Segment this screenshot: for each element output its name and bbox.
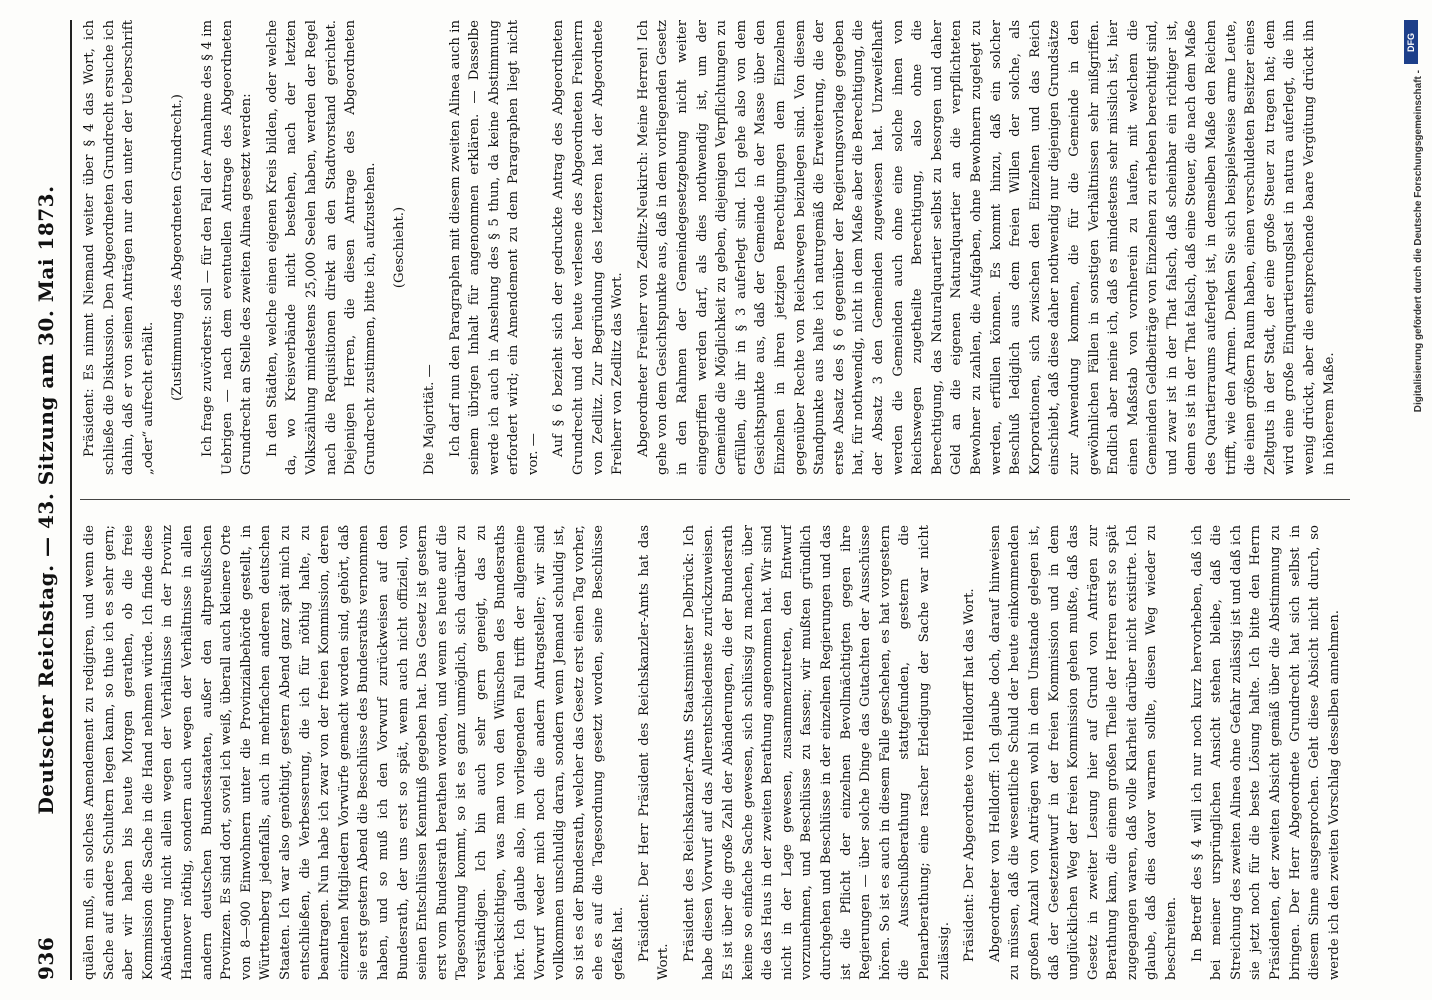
right-paragraph: (Geschieht.) (392, 206, 408, 289)
right-column (80, 20, 1360, 475)
left-paragraph: In Betreff des § 4 will ich nur noch kurz hervorheben, daß ich bei meiner ursprünglichen Ansicht stehen bleibe, daß die Streichung des zweiten Alinea ohne Gefahr zulässig ist und daß ich sie jetzt noch für die beste Lösung halte. Ich bitte den Herrn Präsidenten, der zweiten Absicht gemäß über die Abstimmung zu bringen. Der Herr Abgeordnete Grundrecht hat sich selbst in diesem Sinne ausgesprochen. Geht diese Absicht nicht durch, so werde ich den zweiten Vorschlag desselben annehmen. (1189, 525, 1342, 980)
left-paragraph: Präsident: Der Herr Präsident des Reichskanzler-Amts hat das Wort. (636, 525, 672, 980)
running-head: Deutscher Reichstag. — 43. Sitzung am 30. Mai 1873. (34, 185, 58, 815)
digitization-note: Digitalisierung gefördert durch die Deutsche Forschungsgemeinschaft - (1413, 70, 1424, 413)
page-number: 936 (34, 936, 58, 980)
right-paragraph: Auf § 6 bezieht sich der gedruckte Antrag des Abgeordneten Grundrecht und der heute verlesene des Abgeordneten Freiherrn von Zedlitz. Zur Begründung des letzteren hat der Abgeordnete Freiherr von Zedlitz das Wort. (551, 20, 626, 475)
left-column (80, 525, 1360, 980)
right-paragraph: Ich darf nun den Paragraphen mit diesem zweiten Alinea auch in seinem übrigen Inhalt für angenommen erklären. — Dasselbe werde ich auch in Ansehung des § 5 thun, da keine Abstimmung erfordert wird; ein Amendement zu dem Paragraphen liegt nicht vor. — (447, 20, 541, 475)
dfg-logo-text: DFG (1406, 32, 1416, 52)
right-paragraph: In den Städten, welche einen eigenen Kreis bilden, oder welche da, wo Kreisverbände nicht bestehen, nach der letzten Volkszählung mindestens 25,000 Seelen haben, werden der Regel nach die Requisitionen direkt an den Stadtvorstand gerichtet. Diejenigen Herren, die diesen Antrage des Abgeordneten Grundrecht zustimmen, bitte ich, aufzustehen. (264, 20, 378, 475)
rotated-page (26, 20, 1366, 980)
right-paragraph: (Zustimmung des Abgeordneten Grundrecht.) (170, 94, 186, 401)
right-paragraph: Abgeordneter Freiherr von Zedlitz-Neukirch: Meine Herren! Ich gehe von dem Gesichtspunkte aus, daß in dem vorliegenden Gesetz in den Rahmen der Gemeindegesetzgebung nicht weiter eingegriffen werden darf, als dies nothwendig ist, um der Gemeinde die Möglichkeit zu geben, diejenigen Verpflichtungen zu erfüllen, die ihr in § 3 auferlegt sind. Ich gehe also von dem Gesichtspunkte aus, daß der Gemeinde in der Masse über den Einzelnen in ihren jetzigen Berechtigungen dem Einzelnen gegenüber Rechte von Reichswegen beizulegen sind. Von diesem Standpunkte aus halte ich naturgemäß die Erweiterung, die der erste Absatz des § 6 gegenüber der Regierungsvorlage gegeben hat, für nothwendig, nicht in dem Maße aber die Berechtigung, die der Absatz 3 den Gemeinden zugewiesen hat. Unzweifelhaft werden die Gemeinden auch ohne eine solche ihnen von Reichswegen zugetheilte Berechtigung, also ohne die Berechtigung, das Naturalquartier selbst zu besorgen und daher Geld an die eigenen Naturalquartier an die verpflichteten Bewohner zu zahlen, die Aufgaben, ohne Bewohnern zugelegt zu werden, erfüllen können. Es kommt hinzu, daß ein solcher Beschluß lediglich aus dem freien Willen der solche, als Korporationen, sich zwischen den Einzelnen und das Reich einschiebt, daß diese daher nothwendig nur diejenigen Grundsätze zur Anwendung kommen, die für die Gemeinde in den gewöhnlichen Fällen in sonstigen Verhältnissen sehr mißgriffen. Endlich aber meine ich, daß es mindestens sehr misslich ist, hier einen Maßstab von vornherein zu laufen, mit welchem die Gemeinden Geldbeiträge von Einzelnen zu erheben berechtigt sind, und zwar ist in der That falsch, daß scheinbar ein richtiger ist, denn es ist in der That falsch, daß eine Steuer, die nach dem Maße des Quartierraums auferlegt ist, in demselben Maße den Reichen trifft, wie den Armen. Denken Sie sich beispielsweise arme Leute, die einen größern Raum haben, einen verschuldeten Besitzer eines Zeltguts in der Stadt, der eine große Steuer zu tragen hat; dem wird eine große Einquartierungslast in natura auferlegt, die ihn wenig drückt, aber die entsprechende baare Vergütung drückt ihn in höherem Maße. (635, 20, 1337, 475)
left-paragraph: Präsident: Der Abgeordnete von Helldorff hat das Wort. (962, 588, 978, 962)
header-rule (70, 20, 72, 980)
left-paragraph: quälen muß, ein solches Amendement zu redigiren, und wenn die Sache auf andere Schultern legen kann, so thue ich es sehr gern; aber wir haben bis heute Morgen gerathen, ob die freie Kommission die Sache in die Hand nehmen würde. Ich finde diese Abänderung nicht allein wegen der Verhältnisse in der Provinz Hannover nöthig, sondern auch wegen der Verhältnisse in allen andern deutschen Bundesstaaten, außer den altpreußischen Provinzen. Es sind dort, soviel ich weiß, überall auch kleinere Orte von 8—900 Einwohnern unter die Provinzialbehörde gestellt, in Württemberg jedenfalls, auch in mehrfachen anderen deutschen Staaten. Ich war also genöthigt, gestern Abend ganz spät mich zu entschließen, die Verbesserung, die ich für nöthig halte, zu beantragen. Nun habe ich zwar von der freien Kommission, deren einzelnen Mitgliedern Vorwürfe gemacht worden sind, gehört, daß sie erst gestern Abend die Beschlüsse des Bundesraths vernommen haben, und so muß ich den Vorwurf zurückweisen auf den Bundesrath, der uns erst so spät, wenn auch nicht offiziell, von seinen Entschlüssen Kenntniß gegeben hat. Das Gesetz ist gestern erst vom Bundesrath berathen worden, und wenn es heute auf die Tagesordnung kommt, so ist es ganz unmöglich, sich darüber zu verständigen. Ich bin auch sehr gern geneigt, das zu berücksichtigen, was man von den Wünschen des Bundesraths hört. Ich glaube also, im vorliegenden Fall trifft der allgemeine Vorwurf weder mich noch die andern Antragsteller; wir sind vollkommen unschuldig daran, sondern wenn Jemand schuldig ist, so ist es der Bundesrath, welcher das Gesetz erst einen Tag vorher, ehe es auf die Tagesordnung gesetzt worden, seine Beschlüsse gefaßt hat. (82, 525, 627, 980)
left-paragraph: Präsident des Reichskanzler-Amts Staatsminister Delbrück: Ich habe diesen Vorwurf auf das Allerentschiedenste zurückzuweisen. Es ist über die große Zahl der Abänderungen, die der Bundesrath keine so einfache Sache gewesen, sich schlüssig zu machen, über die das Haus in der zweiten Berathung angenommen hat. Wir sind nicht in der Lage gewesen, zusammenzutreten, den Entwurf vorzunehmen, und Beschlüsse zu fassen; wir mußten gründlich durchgehen und Beschlüsse in der einzelnen Regierungen und das ist die Pflicht der einzelnen Bevollmächtigten gegen ihre Regierungen — über solche Dinge das Gutachten der Ausschüsse hören. So ist es auch in diesem Falle geschehen, es hat vorgestern die Ausschußberathung stattgefunden, gestern die Plenarberathung; eine rascher Erledigung der Sache war nicht zulässig. (681, 525, 952, 980)
column-divider (80, 499, 1350, 500)
right-paragraph: Ich frage zuvörderst: soll — für den Fall der Annahme des § 4 im Uebrigen — nach dem eventuellen Antrage des Abgeordneten Grundrecht an Stelle des zweiten Alinea gesetzt werden: (199, 20, 255, 475)
digitization-footer (1404, 20, 1424, 980)
dfg-logo (1404, 20, 1418, 64)
left-paragraph: Abgeordneter von Helldorff: Ich glaube doch, darauf hinweisen zu müssen, daß die wesentliche Schuld der heute einkommenden großen Anzahl von Anträgen wohl in dem Umstande gelegen ist, daß der Gesetzentwurf in der freien Kommission und in dem unglücklichen Weg der freien Kommission gehen mußte, daß das Gesetz in zweiter Lesung hier auf Grund von Anträgen zur Berathung kam, die einem großen Theile der Herren erst so spät zugegangen waren, daß volle Klarheit darüber nicht existirte. Ich glaube, daß dies davor warnen sollte, diesen Weg wieder zu beschreiten. (987, 525, 1180, 980)
right-paragraph: Präsident: Es nimmt Niemand weiter über § 4 das Wort, ich schließe die Diskussion. Den Abgeordneten Grundrecht ersuche ich dahin, daß er von seinen Anträgen nur den unter der Ueberschrift „oder“ aufrecht erhält. (82, 20, 156, 475)
page-header (26, 20, 66, 980)
right-paragraph: Die Majorität. — (421, 364, 437, 475)
